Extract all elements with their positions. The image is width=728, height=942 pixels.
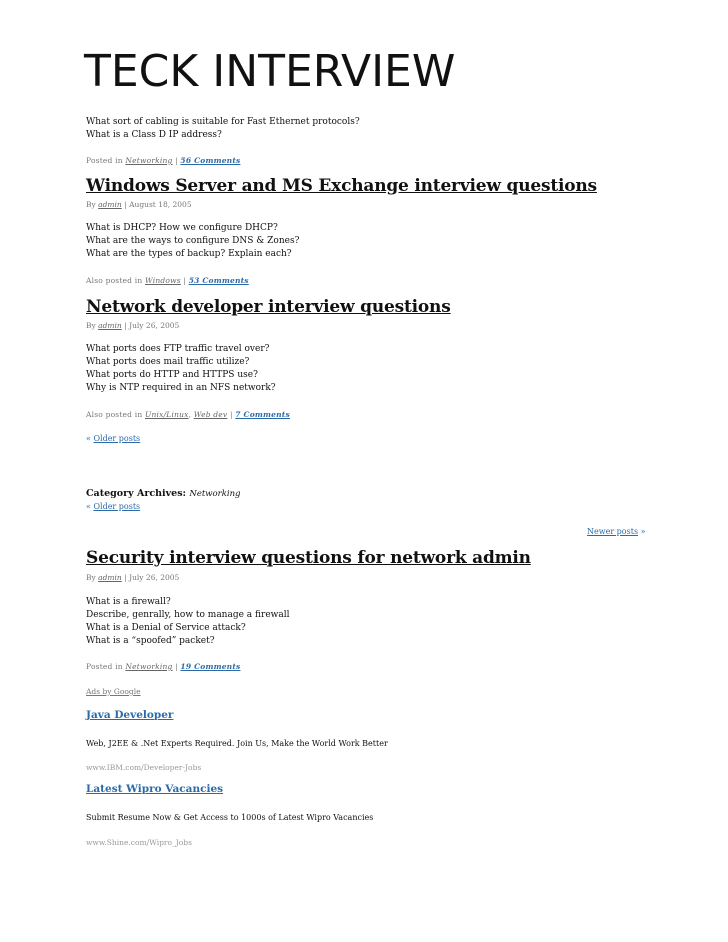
category-archive-name: Networking	[189, 489, 241, 499]
post-title-windows-server[interactable]: Windows Server and MS Exchange interview questions	[86, 176, 597, 196]
posted-in-label: Also posted in	[86, 410, 143, 419]
meta-separator: |	[175, 156, 178, 165]
post-byline	[86, 321, 179, 330]
post-question: What are the ways to configure DNS & Zones?	[86, 236, 300, 246]
post-meta	[86, 410, 290, 419]
comments-link[interactable]: 56 Comments	[180, 156, 241, 165]
category-link-unix-linux[interactable]: Unix/Linux	[145, 410, 189, 419]
meta-separator: |	[183, 276, 187, 285]
ad-text: Web, J2EE & .Net Experts Required. Join Us, Make the World Work Better	[86, 739, 388, 748]
category-link-windows[interactable]: Windows	[145, 276, 181, 285]
posted-in-label: Posted in	[86, 662, 123, 671]
older-posts-link[interactable]	[86, 434, 140, 443]
post-question: What is a firewall?	[86, 597, 171, 607]
author-link[interactable]: admin	[98, 200, 122, 209]
ad-text: Submit Resume Now & Get Access to 1000s of Latest Wipro Vacancies	[86, 813, 374, 822]
by-label: By	[86, 573, 96, 582]
ad-title-java-developer[interactable]: Java Developer	[86, 709, 174, 721]
ad-title-wipro[interactable]: Latest Wipro Vacancies	[86, 783, 224, 795]
comments-link[interactable]: 53 Comments	[188, 276, 249, 285]
post-title-security[interactable]: Security interview questions for network admin	[86, 548, 531, 568]
posted-in-label: Posted in	[86, 156, 123, 165]
category-link-networking[interactable]: Networking	[125, 662, 173, 671]
by-label: By	[86, 200, 96, 209]
category-archive-heading	[86, 488, 241, 499]
older-posts-label: Older posts	[93, 434, 141, 443]
comments-link[interactable]: 19 Comments	[180, 662, 241, 671]
category-archive-label: Category Archives:	[86, 488, 187, 499]
by-label: By	[86, 321, 96, 330]
meta-comma: ,	[188, 410, 192, 419]
post-title-network-developer[interactable]: Network developer interview questions	[86, 297, 451, 317]
newer-arrow: »	[640, 527, 646, 536]
post-byline	[86, 573, 179, 582]
author-link[interactable]: admin	[98, 321, 122, 330]
post-meta	[86, 276, 249, 285]
post-question: What is a “spoofed” packet?	[86, 636, 215, 646]
intro-post-meta	[86, 156, 240, 165]
posted-in-label: Also posted in	[86, 276, 143, 285]
older-posts-label: Older posts	[93, 502, 141, 511]
post-question: Describe, genrally, how to manage a firewall	[86, 610, 290, 620]
intro-question: What is a Class D IP address?	[86, 130, 222, 140]
category-link-networking[interactable]: Networking	[125, 156, 173, 165]
post-question: What ports do HTTP and HTTPS use?	[86, 370, 258, 380]
post-date: | July 26, 2005	[124, 321, 180, 330]
post-question: What is a Denial of Service attack?	[86, 623, 246, 633]
category-link-web-dev[interactable]: Web dev	[193, 410, 228, 419]
post-question: Why is NTP required in an NFS network?	[86, 383, 276, 393]
post-question: What ports does mail traffic utilize?	[86, 357, 250, 367]
older-arrow: «	[86, 502, 91, 511]
page-title: TECK INTERVIEW	[84, 46, 456, 97]
ads-by-google-link[interactable]: Ads by Google	[86, 687, 141, 696]
older-arrow: «	[86, 434, 91, 443]
post-date: | August 18, 2005	[124, 200, 192, 209]
meta-separator: |	[229, 410, 233, 419]
ad-url[interactable]: www.IBM.com/Developer-Jobs	[86, 763, 202, 772]
author-link[interactable]: admin	[98, 573, 122, 582]
post-question: What ports does FTP traffic travel over?	[86, 344, 270, 354]
post-date: | July 26, 2005	[124, 573, 180, 582]
ad-url[interactable]: www.Shine.com/Wipro_Jobs	[86, 838, 192, 847]
comments-link[interactable]: 7 Comments	[235, 410, 290, 419]
post-question: What are the types of backup? Explain each?	[86, 249, 292, 259]
post-meta	[86, 662, 240, 671]
post-question: What is DHCP? How we configure DHCP?	[86, 223, 278, 233]
intro-question: What sort of cabling is suitable for Fast Ethernet protocols?	[86, 117, 360, 127]
post-byline	[86, 200, 192, 209]
newer-posts-label: Newer posts	[587, 527, 639, 536]
older-posts-link[interactable]	[86, 502, 140, 511]
newer-posts-link[interactable]	[587, 527, 646, 536]
meta-separator: |	[175, 662, 178, 671]
